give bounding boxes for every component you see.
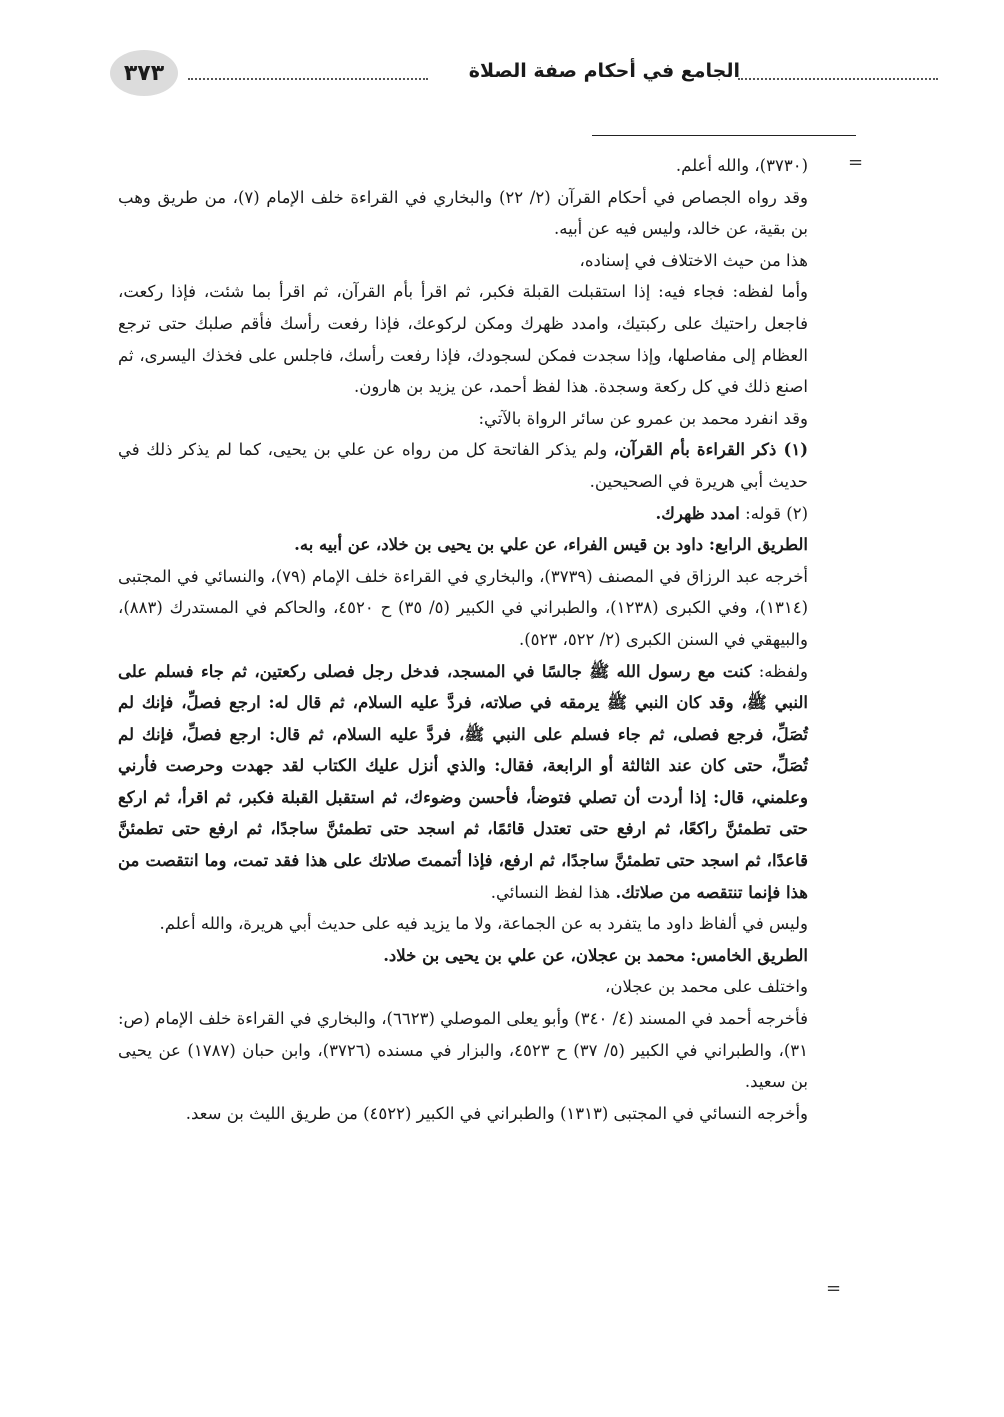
paragraph: وأخرجه النسائي في المجتبى (١٣١٣) والطبراني في الكبير (٤٥٢٢) من طريق الليث بن سعد. xyxy=(185,1103,808,1123)
paragraph: فأخرجه أحمد في المسند (٤/ ٣٤٠) وأبو يعلى الموصلي (٦٦٢٣)، والبخاري في القراءة خلف الإمام (ص: ٣١)، والطبراني في الكبير (٥/ ٣٧) ح ٤٥٢٣، والبزار في مسنده (٣٧٢٦)، وابن حبان (١٧٨٧) عن يحيى بن سعيد. xyxy=(118,1009,809,1092)
paragraph: واختلف على محمد بن عجلان، xyxy=(605,977,808,997)
page-number-badge xyxy=(110,50,178,96)
footnote-body xyxy=(118,150,808,1129)
bold-heading: (١) ذكر القراءة بأم القرآن، xyxy=(613,440,808,460)
header-dotted-leader-left xyxy=(188,78,428,80)
paragraph: وقد رواه الجصاص في أحكام القرآن (٢/ ٢٢) والبخاري في القراءة خلف الإمام (٧)، من طريق وهب بن بقية، عن خالد، وليس فيه عن أبيه. xyxy=(118,187,808,239)
section-heading: الطريق الرابع: داود بن قيس الفراء، عن علي بن يحيى بن خلاد، عن أبيه به. xyxy=(294,535,808,555)
paragraph: (٢) قوله: امدد ظهرك. xyxy=(655,503,808,523)
paragraph: وأما لفظه: فجاء فيه: إذا استقبلت القبلة فكبر، ثم اقرأ بأم القرآن، ثم اقرأ بما شئت، فإذا ركعت، فاجعل راحتيك على ركبتيك، وامدد ظهرك ومكن لركوعك، فإذا رفعت رأسك فأقم صلبك حتى ترجع العظام إلى مفاصلها، وإذا سجدت فمكن لسجودك، فإذا رفعت رأسك، فاجلس على فخذك اليسرى، ثم اصنع ذلك في كل ركعة وسجدة. هذا لفظ أحمد، عن يزيد بن هارون. xyxy=(118,282,808,397)
continuation-marker: = xyxy=(848,152,864,173)
page-header xyxy=(100,38,860,98)
bold-quote: امدد ظهرك. xyxy=(655,503,740,523)
paragraph: وليس في ألفاظ داود ما يتفرد به عن الجماعة، ولا ما يزيد فيه على حديث أبي هريرة، والله أعلم. xyxy=(159,914,808,934)
section-heading: الطريق الخامس: محمد بن عجلان، عن علي بن يحيى بن خلاد. xyxy=(383,945,808,965)
paragraph: أخرجه عبد الرزاق في المصنف (٣٧٣٩)، والبخاري في القراءة خلف الإمام (٧٩)، والنسائي في المجتبى (١٣١٤)، وفي الكبرى (١٢٣٨)، والطبراني في الكبير (٥/ ٣٥) ح ٤٥٢٠، والحاكم في المستدرك (٨٨٣)، والبيهقي في السنن الكبرى (٢/ ٥٢٢، ٥٢٣). xyxy=(118,566,809,649)
paragraph: ولفظه: كنت مع رسول الله ﷺ جالسًا في المسجد، فدخل رجل فصلى ركعتين، ثم جاء فسلم على النبي ﷺ، وقد كان النبي ﷺ يرمقه في صلاته، فردَّ عليه السلام، ثم قال له: ارجع فصلِّ، فإنك لم تُصَلِّ، فرجع فصلى، ثم جاء فسلم على النبي ﷺ، فردَّ عليه السلام، ثم قال: ارجع فصلِّ، فإنك لم تُصَلِّ، حتى كان عند الثالثة أو الرابعة، فقال: والذي أنزل عليك الكتاب لقد جهدت وحرصت فأرني وعلمني، قال: إذا أردت أن تصلي فتوضأ، فأحسن وضوءك، ثم استقبل القبلة فكبر، ثم اقرأ، ثم اركع حتى تطمئنَّ راكعًا، ثم ارفع حتى تعتدل قائمًا، ثم اسجد حتى تطمئنَّ ساجدًا، ثم ارفع حتى تطمئنَّ قاعدًا، ثم اسجد حتى تطمئنَّ ساجدًا، ثم ارفع، فإذا أتممتَ صلاتك على هذا فقد تمت، وما انتقصت من هذا فإنما تنتقصه من صلاتك. هذا لفظ النسائي. xyxy=(118,661,808,902)
paragraph: هذا من حيث الاختلاف في إسناده، xyxy=(579,250,808,270)
book-title: الجامع في أحكام صفة الصلاة xyxy=(468,60,740,82)
footnote-separator xyxy=(592,135,856,136)
page-number: ٣٧٣ xyxy=(123,60,165,86)
paragraph: (٣٧٣٠)، والله أعلم. xyxy=(675,156,808,175)
bold-quote: كنت مع رسول الله ﷺ جالسًا في المسجد، فدخل رجل فصلى ركعتين، ثم جاء فسلم على النبي ﷺ، وقد كان النبي ﷺ يرمقه في صلاته، فردَّ عليه السلام، ثم قال له: ارجع فصلِّ، فإنك لم تُصَلِّ، فرجع فصلى، ثم جاء فسلم على النبي ﷺ، فردَّ عليه السلام، ثم قال: ارجع فصلِّ، فإنك لم تُصَلِّ، حتى كان عند الثالثة أو الرابعة، فقال: والذي أنزل عليك الكتاب لقد جهدت وحرصت فأرني وعلمني، قال: إذا أردت أن تصلي فتوضأ، فأحسن وضوءك، ثم استقبل القبلة فكبر، ثم اقرأ، ثم اركع حتى تطمئنَّ راكعًا، ثم ارفع حتى تعتدل قائمًا، ثم اسجد حتى تطمئنَّ ساجدًا، ثم ارفع حتى تطمئنَّ قاعدًا، ثم اسجد حتى تطمئنَّ ساجدًا، ثم ارفع، فإذا أتممتَ صلاتك على هذا فقد تمت، وما انتقصت من هذا فإنما تنتقصه من صلاتك. xyxy=(118,661,808,902)
continuation-marker-end: = xyxy=(826,1278,842,1299)
paragraph: (١) ذكر القراءة بأم القرآن، ولم يذكر الفاتحة كل من رواه عن علي بن يحيى، كما لم يذكر ذلك في حديث أبي هريرة في الصحيحين. xyxy=(118,440,808,491)
paragraph: وقد انفرد محمد بن عمرو عن سائر الرواة بالآتي: xyxy=(478,408,808,428)
header-dotted-leader-right xyxy=(738,78,938,80)
